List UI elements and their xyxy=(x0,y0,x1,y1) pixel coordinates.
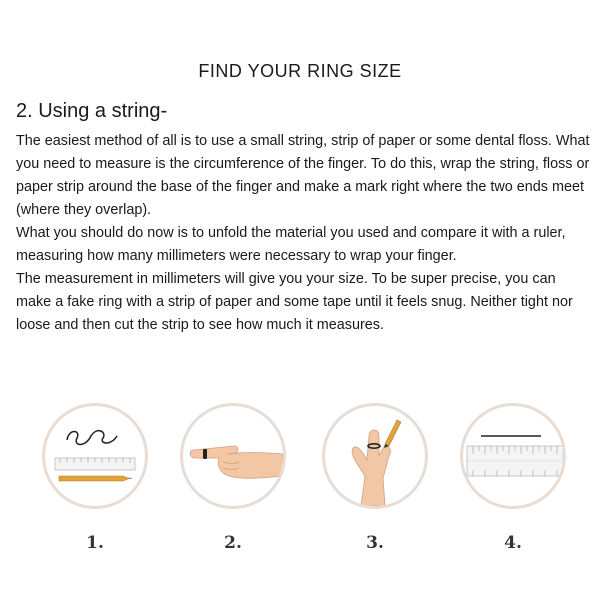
steps-illustrations xyxy=(0,403,600,593)
step-number-2: 2. xyxy=(224,533,242,553)
step-3 xyxy=(322,403,432,553)
step-2-illustration xyxy=(180,403,286,509)
step-1 xyxy=(42,403,152,553)
paragraph-compare: What you should do now is to unfold the material you used and compare it with a ruler, measuring how many millimeters were necessary to wrap your finger. xyxy=(16,225,566,264)
instructions-text xyxy=(16,130,591,337)
step-4 xyxy=(460,403,570,553)
paragraph-intro: The easiest method of all is to use a small string, strip of paper or some dental floss. What you need to measure is the circumference of the finger. To do this, wrap the string, floss or paper strip around the base of the finger and make a mark right where the two ends meet (where they overlap). xyxy=(16,133,590,218)
section-heading: 2. Using a string- xyxy=(16,99,168,122)
step-2 xyxy=(180,403,290,553)
step-number-3: 3. xyxy=(366,533,384,553)
string-wrapped-finger-icon xyxy=(183,406,283,506)
marking-string-with-pencil-icon xyxy=(325,406,425,506)
step-3-illustration xyxy=(322,403,428,509)
step-number-1: 1. xyxy=(86,533,104,553)
step-4-illustration xyxy=(460,403,566,509)
page-title: FIND YOUR RING SIZE xyxy=(198,61,402,82)
step-1-illustration xyxy=(42,403,148,509)
paragraph-measurement: The measurement in millimeters will give you your size. To be super precise, you can make a fake ring with a strip of paper and some tape until it feels snug. Neither tight nor loose and then cut the strip to see how much it measures. xyxy=(16,271,573,333)
string-on-ruler-icon xyxy=(463,406,563,506)
step-number-4: 4. xyxy=(504,533,522,553)
string-and-ruler-icon xyxy=(45,406,145,506)
